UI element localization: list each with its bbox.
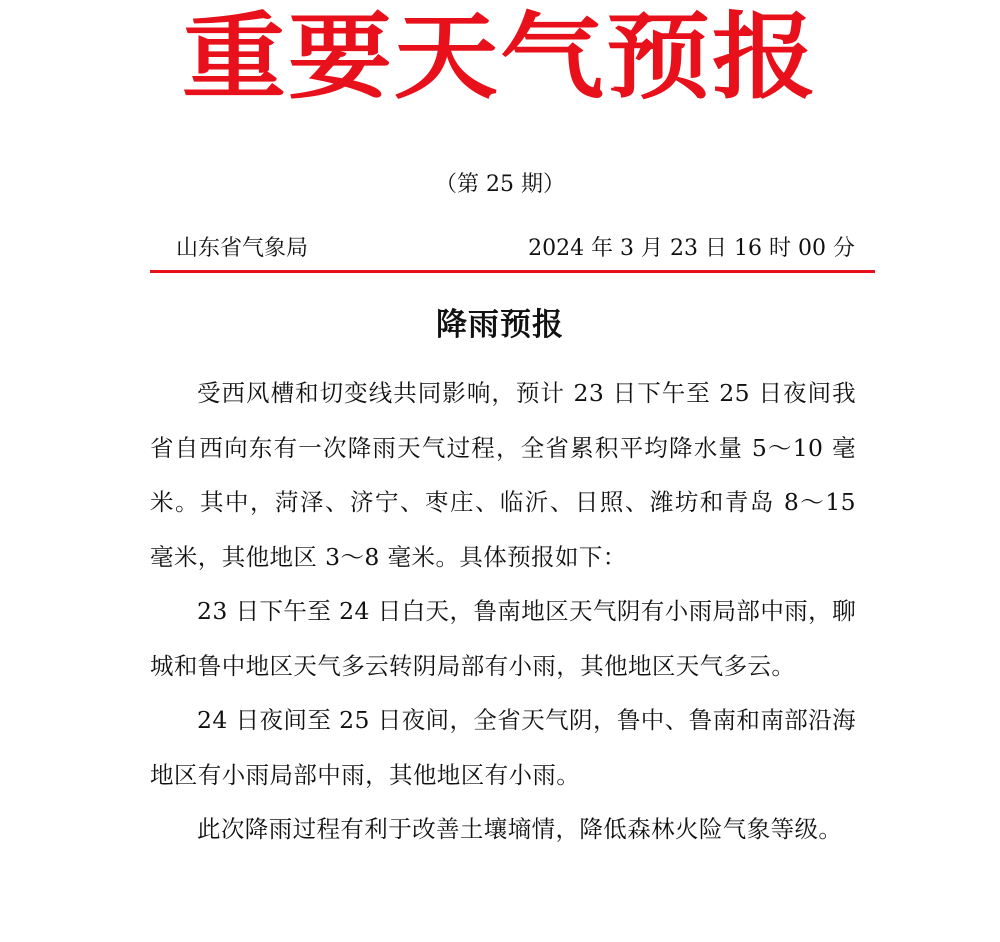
issuer-line bbox=[150, 232, 875, 272]
masthead-title: 重要天气预报 bbox=[181, 1, 818, 112]
issue-date: 2024 年 3 月 23 日 16 时 00 分 bbox=[528, 236, 855, 261]
paragraph-overview: 受西风槽和切变线共同影响，预计 23 日下午至 25 日夜间我省自西向东有一次降雨天气过程，全省累积平均降水量 5～10 毫米。其中，菏泽、济宁、枣庄、临沂、日照、潍坊和青岛 8～15 毫米，其他地区 3～8 毫米。具体预报如下： bbox=[150, 379, 856, 571]
paragraph-impact: 此次降雨过程有利于改善土壤墒情，降低森林火险气象等级。 bbox=[197, 815, 843, 843]
issue-number: （第 25 期） bbox=[435, 172, 565, 197]
paragraph-23-24: 23 日下午至 24 日白天，鲁南地区天气阴有小雨局部中雨，聊城和鲁中地区天气多云转阴局部有小雨，其他地区天气多云。 bbox=[150, 597, 856, 680]
paragraph-24-25: 24 日夜间至 25 日夜间，全省天气阴，鲁中、鲁南和南部沿海地区有小雨局部中雨，其他地区有小雨。 bbox=[150, 706, 856, 789]
document-body bbox=[150, 366, 856, 857]
document-title: 降雨预报 bbox=[436, 307, 564, 343]
red-divider bbox=[150, 270, 875, 273]
issuer-name: 山东省气象局 bbox=[176, 236, 309, 261]
